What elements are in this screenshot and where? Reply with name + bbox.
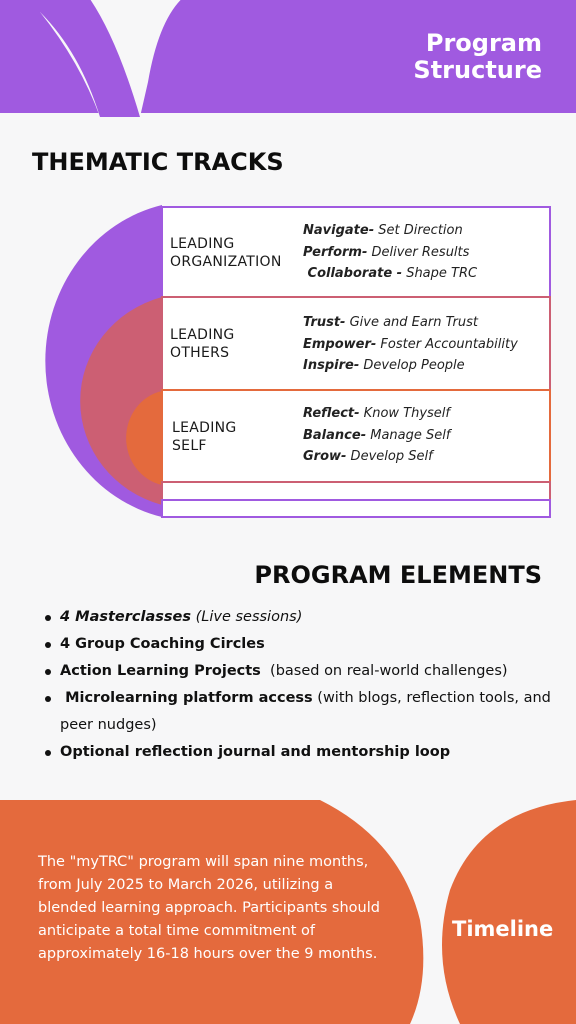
track-label-self	[172, 419, 237, 455]
track-label-line: OTHERS	[170, 345, 230, 361]
list-item: Microlearning platform access (with blogs, reflection tools, and peer nudges)	[42, 685, 552, 739]
track-label-line: LEADING	[170, 236, 235, 252]
track-item: Inspire- Develop People	[303, 358, 465, 373]
timeline-description: The "myTRC" program will span nine months, from July 2025 to March 2026, utilizing a blended learning approach. Participants should anticipate a total time commitment of approximately 16-18 hours over the 9 months.	[38, 854, 380, 962]
list-item: 4 Group Coaching Circles	[42, 631, 552, 658]
track-label-organization	[170, 235, 282, 271]
page-title-line2: Structure	[413, 56, 542, 84]
track-item: Grow- Develop Self	[303, 449, 433, 464]
track-item: Reflect- Know Thyself	[303, 406, 450, 421]
program-elements-heading: PROGRAM ELEMENTS	[254, 561, 542, 589]
page-title	[342, 30, 542, 84]
page-title-line1: Program	[425, 29, 542, 57]
track-item: Perform- Deliver Results	[303, 244, 470, 260]
list-item: 4 Masterclasses (Live sessions)	[42, 604, 552, 631]
track-label-line: LEADING	[172, 420, 237, 436]
track-item: Navigate- Set Direction	[303, 223, 463, 238]
header-decoration	[40, 0, 190, 117]
track-label-line: SELF	[172, 438, 207, 454]
timeline-label: Timeline	[452, 917, 554, 941]
track-items-self	[303, 403, 450, 468]
track-items-others	[303, 312, 518, 377]
track-items-organization	[303, 220, 477, 285]
list-item: Optional reflection journal and mentorship loop	[42, 739, 552, 766]
track-item: Empower- Foster Accountability	[303, 336, 518, 352]
track-label-others	[170, 326, 235, 362]
track-item: Trust- Give and Earn Trust	[303, 315, 478, 330]
track-item: Balance- Manage Self	[303, 427, 451, 443]
track-label-line: LEADING	[170, 327, 235, 343]
thematic-tracks-heading: THEMATIC TRACKS	[32, 148, 284, 176]
track-label-line: ORGANIZATION	[170, 254, 282, 270]
program-elements-list	[42, 604, 556, 766]
list-item: Action Learning Projects (based on real-world challenges)	[42, 658, 552, 685]
track-item: Collaborate - Shape TRC	[303, 266, 478, 281]
